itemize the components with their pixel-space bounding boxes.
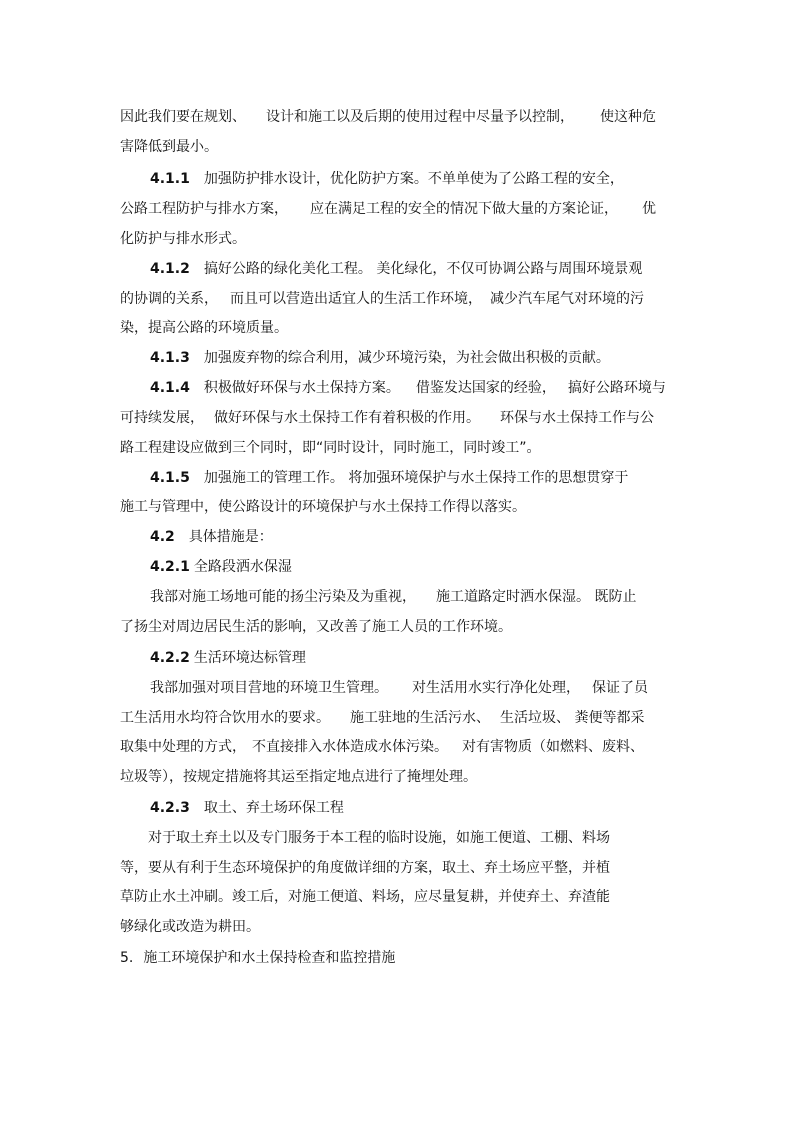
text-segment: 搞好公路的绿化美化工程。 美化绿化，不仅可协调公路与周围环境景观 [203, 261, 643, 277]
text-segment: 具体措施是： [188, 529, 273, 545]
text-line [120, 318, 288, 338]
text-segment: 路工程建设应做到三个同时，即“同时设计，同时施工，同时竣工”。 [120, 440, 541, 456]
text-segment: 而且可以营造出适宜人的生活工作环境， [230, 291, 482, 307]
text-line [120, 408, 654, 428]
section-number: 4.2.2 [150, 650, 190, 666]
text-line [120, 229, 246, 249]
text-line [120, 289, 644, 309]
text-line [120, 617, 512, 637]
text-segment: 因此我们要在规划、 [120, 109, 246, 125]
text-line [120, 708, 644, 728]
text-segment: 优 [642, 201, 656, 217]
text-segment: 借鉴发达国家的经验， [415, 380, 556, 396]
text-segment: 对有害物质（如燃料、废料、 [462, 739, 644, 755]
section-number: 4.1.3 [150, 350, 190, 366]
text-segment: 了扬尘对周边居民生活的影响，又改善了施工人员的工作环境。 [120, 619, 512, 635]
text-segment: 加强防护排水设计，优化防护方案。不单单使为了公路工程的安全， [203, 171, 624, 187]
section-4-2-2 [150, 648, 306, 668]
section-5-heading [120, 948, 395, 968]
section-number: 4.2.1 [150, 559, 190, 575]
text-segment: 取土、弃土场环保工程 [203, 800, 344, 816]
text-segment: 施工与管理中，使公路设计的环境保护与水土保持工作得以落实。 [120, 499, 526, 515]
section-4-1-4 [150, 378, 666, 398]
text-segment: 够绿化或改造为耕田。 [120, 919, 260, 935]
text-segment: 做好环保与水土保持工作有着积极的作用。 [214, 410, 480, 426]
text-segment: 不直接排入水体造成水体污染。 [252, 739, 448, 755]
text-line [120, 199, 656, 219]
text-segment: 化防护与排水形式。 [120, 231, 246, 247]
section-number: 4.2.3 [150, 800, 190, 816]
text-segment: 草防止水土冲刷。竣工后，对施工便道、料场，应尽量复耕，并使弃土、弃渣能 [120, 889, 610, 905]
section-number: 5. [120, 950, 134, 966]
text-segment: 我部加强对项目营地的环境卫生管理。 [150, 680, 388, 696]
text-segment: 施工驻地的生活污水、 [350, 710, 490, 726]
section-number: 4.1.1 [150, 171, 190, 187]
text-segment: 等，要从有利于生态环境保护的角度做详细的方案，取土、弃土场应平整，并植 [120, 860, 610, 876]
text-segment: 我部对施工场地可能的扬尘污染及为重视， [150, 589, 416, 605]
text-segment: 使这种危 [600, 109, 656, 125]
text-segment: 染，提高公路的环境质量。 [120, 320, 288, 336]
text-segment: 害降低到最小。 [120, 139, 218, 155]
text-line [120, 497, 526, 517]
text-line [120, 917, 260, 937]
section-number: 4.1.5 [150, 470, 190, 486]
text-line [120, 107, 672, 127]
text-segment: 搞好公路环境与 [567, 380, 666, 396]
section-4-1-1 [150, 169, 624, 189]
text-line [120, 887, 610, 907]
text-line [120, 767, 477, 787]
text-line [150, 678, 648, 698]
text-line [150, 587, 636, 607]
section-4-2 [150, 527, 273, 547]
text-segment: 减少汽车尾气对环境的污 [490, 291, 644, 307]
text-segment: 施工道路定时洒水保湿。 既防止 [436, 589, 637, 605]
text-line [120, 858, 610, 878]
text-segment: 垃圾等），按规定措施将其运至指定地点进行了掩埋处理。 [120, 769, 477, 785]
section-number: 4.1.2 [150, 261, 190, 277]
text-line [120, 137, 218, 157]
text-segment: 对生活用水实行净化处理， [412, 680, 580, 696]
text-segment: 环保与水土保持工作与公 [500, 410, 654, 426]
section-4-1-5 [150, 468, 628, 488]
text-segment: 积极做好环保与水土保持方案。 [203, 380, 400, 396]
text-segment: 施工环境保护和水土保持检查和监控措施 [143, 950, 396, 966]
text-segment: 设计和施工以及后期的使用过程中尽量予以控制， [266, 109, 574, 125]
text-segment: 取集中处理的方式， [120, 739, 246, 755]
section-4-2-1 [150, 557, 292, 577]
text-segment: 生活环境达标管理 [193, 650, 306, 666]
text-segment: 保证了员 [592, 680, 648, 696]
text-segment: 加强施工的管理工作。 将加强环境保护与水土保持工作的思想贯穿于 [203, 470, 629, 486]
text-segment: 可持续发展， [120, 410, 204, 426]
text-line [120, 438, 541, 458]
text-segment: 生活垃圾、 粪便等都采 [500, 710, 645, 726]
text-segment: 全路段洒水保湿 [193, 559, 292, 575]
section-4-2-3 [150, 798, 344, 818]
text-segment: 对于取土弃土以及专门服务于本工程的临时设施，如施工便道、工棚、料场 [148, 830, 610, 846]
section-number: 4.1.4 [150, 380, 190, 396]
text-segment: 公路工程防护与排水方案， [120, 201, 288, 217]
section-4-1-2 [150, 259, 642, 279]
text-line [148, 828, 610, 848]
text-segment: 工生活用水均符合饮用水的要求。 [120, 710, 330, 726]
text-line [120, 737, 644, 757]
section-number: 4.2 [150, 529, 175, 545]
text-segment: 应在满足工程的安全的情况下做大量的方案论证， [310, 201, 618, 217]
section-4-1-3 [150, 348, 610, 368]
text-segment: 的协调的关系， [120, 291, 218, 307]
text-segment: 加强废弃物的综合利用，减少环境污染，为社会做出积极的贡献。 [203, 350, 610, 366]
